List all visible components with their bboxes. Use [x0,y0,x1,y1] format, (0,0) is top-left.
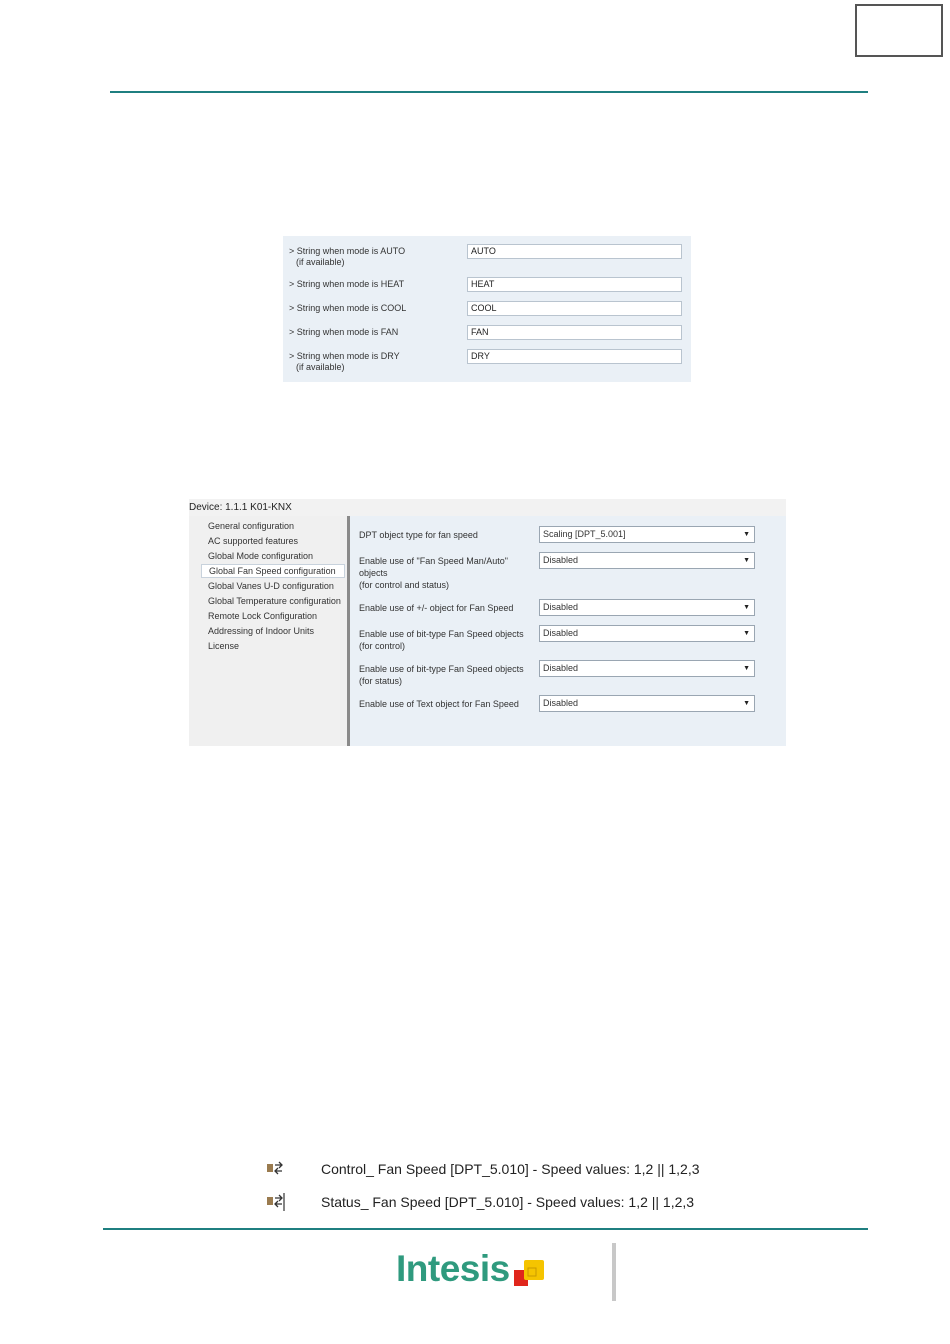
parameter-panel [350,516,786,746]
param-label: Enable use of +/- object for Fan Speed [359,603,514,613]
mode-label: > String when mode is AUTO (if available) [289,246,406,267]
dropdown-arrow-icon: ▼ [743,665,750,672]
tree-item-addressing[interactable]: Addressing of Indoor Units [208,626,315,636]
mode-strings-panel [283,236,691,382]
param-label: DPT object type for fan speed [359,530,478,540]
tree-item-vanes[interactable]: Global Vanes U-D configuration [208,581,334,591]
dropdown-arrow-icon: ▼ [743,700,750,707]
dropdown-arrow-icon: ▼ [743,630,750,637]
intesis-logo: Intesis [396,1248,510,1289]
tree-item-remote-lock[interactable]: Remote Lock Configuration [208,611,318,621]
dropdown-arrow-icon: ▼ [743,531,750,538]
tree-item-ac-features[interactable]: AC supported features [208,536,299,546]
tree-item-license[interactable]: License [208,641,240,651]
footer-divider [612,1243,616,1301]
comm-object-label: Status_ Fan Speed [DPT_5.010] - Speed values: 1,2 || 1,2,3 [321,1194,695,1210]
plus-minus-select[interactable]: Disabled ▼ [539,599,755,616]
intesis-logo-mark [514,1258,546,1290]
comm-object-control [266,1160,766,1180]
mode-label: > String when mode is FAN [289,327,399,337]
param-label: Enable use of bit-type Fan Speed objects (for control) [359,629,524,651]
mode-string-input[interactable]: COOL [467,301,682,316]
header-rule [110,91,868,93]
fan-speed-man-auto-select[interactable]: Disabled ▼ [539,552,755,569]
comm-object-icon [266,1193,286,1211]
comm-object-icon [266,1160,286,1178]
tree-item-fan-speed[interactable]: Global Fan Speed configuration [201,564,345,578]
parameter-tree [189,516,350,746]
mode-string-input[interactable]: DRY [467,349,682,364]
mode-label: > String when mode is DRY (if available) [289,351,400,372]
tree-item-general[interactable]: General configuration [208,521,295,531]
bit-type-control-select[interactable]: Disabled ▼ [539,625,755,642]
param-label: Enable use of "Fan Speed Man/Auto" objects (for control and status) [359,556,508,590]
mode-string-input[interactable]: HEAT [467,277,682,292]
dpt-type-select[interactable]: Scaling [DPT_5.001] ▼ [539,526,755,543]
mode-string-input[interactable]: AUTO [467,244,682,259]
tree-item-mode[interactable]: Global Mode configuration [208,551,314,561]
ets-parameter-window [189,499,786,746]
comm-object-label: Control_ Fan Speed [DPT_5.010] - Speed values: 1,2 || 1,2,3 [321,1161,700,1177]
dropdown-arrow-icon: ▼ [743,557,750,564]
device-title: Device: 1.1.1 K01-KNX [189,499,786,516]
bit-type-status-select[interactable]: Disabled ▼ [539,660,755,677]
footer-rule [103,1228,868,1230]
dropdown-arrow-icon: ▼ [743,604,750,611]
mode-string-input[interactable]: FAN [467,325,682,340]
param-label: Enable use of Text object for Fan Speed [359,699,519,709]
page-number-box [855,4,943,57]
tree-item-temperature[interactable]: Global Temperature configuration [208,596,341,606]
text-object-select[interactable]: Disabled ▼ [539,695,755,712]
param-label: Enable use of bit-type Fan Speed objects (for status) [359,664,524,686]
mode-label: > String when mode is COOL [289,303,407,313]
mode-label: > String when mode is HEAT [289,279,405,289]
comm-object-status [266,1193,766,1213]
